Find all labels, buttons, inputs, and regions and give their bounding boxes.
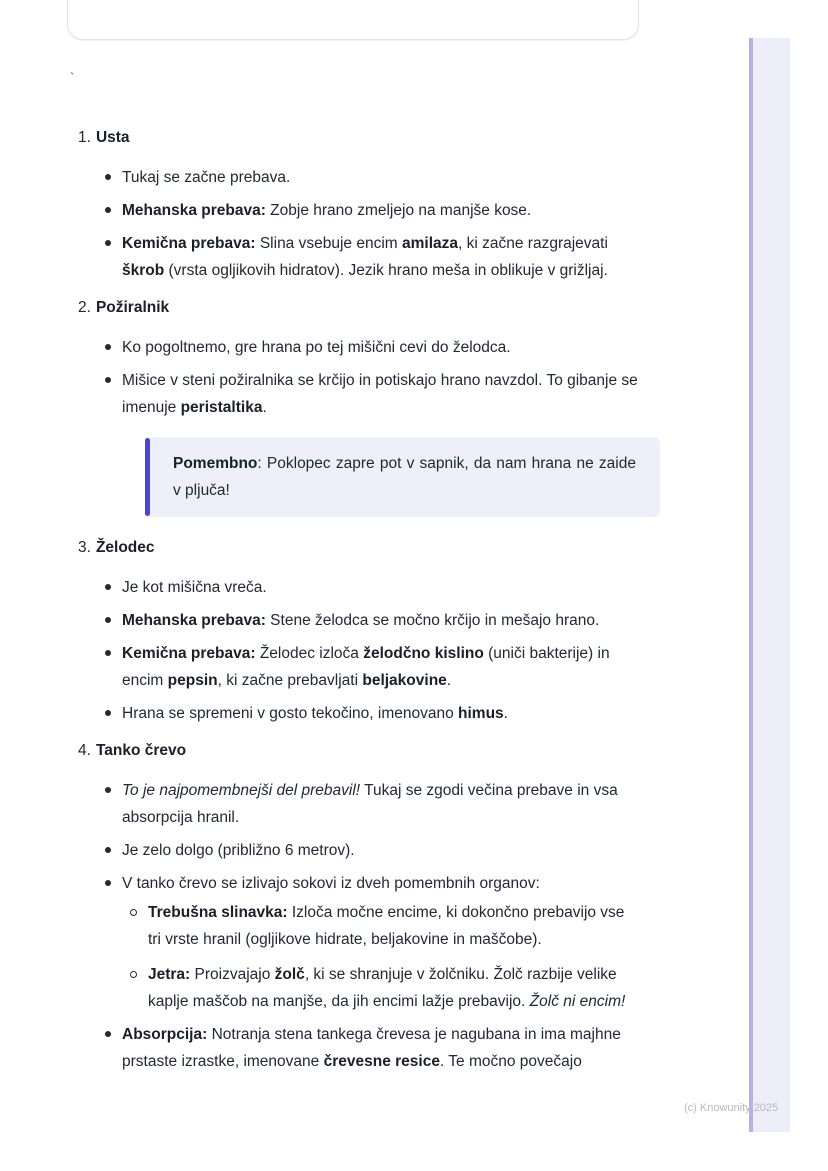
section-title bbox=[78, 124, 640, 151]
list-item-text: Hrana se spremeni v gosto tekočino, imenovano himus. bbox=[122, 705, 508, 722]
copyright-watermark: (c) Knowunity 2025 bbox=[684, 1102, 779, 1114]
section bbox=[78, 534, 640, 727]
bold-text: Absorpcija: bbox=[122, 1026, 208, 1043]
list-item bbox=[105, 837, 640, 864]
section-heading: Tanko črevo bbox=[95, 742, 187, 759]
callout-important bbox=[145, 437, 660, 517]
bold-text: amilaza bbox=[402, 235, 459, 252]
section-number: 4. bbox=[78, 742, 91, 759]
bold-text: pepsin bbox=[167, 672, 218, 689]
list-item bbox=[105, 640, 640, 694]
notes-content bbox=[78, 112, 640, 1085]
section-title bbox=[78, 534, 640, 561]
list-item-text: V tanko črevo se izlivajo sokovi iz dveh pomembnih organov: Trebušna slinavka: Izloča močne encime, ki dokončno prebavijo vse tri vrste hranil (ogljikove hidrate, beljakovine in maščobe). Jetra: Proizvajajo žolč, ki se shranjuje v žolčniku. Žolč razbije velike kaplje maščob na manjše, da jih encimi lažje prebavijo. Žolč ni encim! bbox=[122, 870, 640, 1015]
list-item-text: Tukaj se začne prebava. bbox=[122, 169, 291, 186]
bold-text: Pomembno bbox=[173, 455, 258, 472]
bullet-list bbox=[78, 777, 640, 1075]
bold-text: žolč bbox=[274, 966, 305, 983]
bold-text: Mehanska prebava: bbox=[122, 202, 266, 219]
list-item-text: Je kot mišična vreča. bbox=[122, 579, 267, 596]
list-item bbox=[105, 230, 640, 284]
bold-text: Mehanska prebava: bbox=[122, 612, 266, 629]
bullet-icon bbox=[105, 344, 111, 350]
bold-text: himus bbox=[458, 705, 504, 722]
bullet-list bbox=[78, 334, 640, 517]
list-item bbox=[105, 164, 640, 191]
list-item-text: Ko pogoltnemo, gre hrana po tej mišični cevi do želodca. bbox=[122, 339, 511, 356]
bold-text: beljakovine bbox=[362, 672, 447, 689]
list-item-text: Kemična prebava: Želodec izloča želodčno kislino (uniči bakterije) in encim pepsin, ki začne prebavljati beljakovine. bbox=[122, 645, 610, 689]
section-number: 2. bbox=[78, 299, 91, 316]
stray-backtick-mark: ` bbox=[70, 70, 75, 85]
bullet-icon bbox=[105, 787, 111, 793]
section-heading: Želodec bbox=[95, 539, 155, 556]
section-heading: Usta bbox=[95, 129, 130, 146]
bold-text: črevesne resice bbox=[323, 1053, 440, 1070]
sub-list-item bbox=[130, 961, 640, 1015]
list-item bbox=[105, 1021, 640, 1075]
list-item bbox=[105, 197, 640, 224]
bullet-icon bbox=[105, 240, 111, 246]
list-item-text: To je najpomembnejši del prebavil! Tukaj se zgodi večina prebave in vsa absorpcija hranil. bbox=[122, 782, 618, 826]
section-title bbox=[78, 737, 640, 764]
bold-text: želodčno kislino bbox=[363, 645, 484, 662]
list-item bbox=[105, 367, 640, 421]
section-number: 3. bbox=[78, 539, 91, 556]
list-item bbox=[105, 700, 640, 727]
list-item bbox=[105, 607, 640, 634]
bold-text: škrob bbox=[122, 262, 165, 279]
bullet-icon bbox=[105, 377, 111, 383]
previous-card-bottom-edge bbox=[67, 0, 639, 40]
list-item-text: Mehanska prebava: Zobje hrano zmeljejo na manjše kose. bbox=[122, 202, 532, 219]
bullet-icon bbox=[105, 847, 111, 853]
list-item-text: Mehanska prebava: Stene želodca se močno krčijo in mešajo hrano. bbox=[122, 612, 600, 629]
bullet-icon bbox=[105, 880, 111, 886]
scrollbar-track[interactable] bbox=[749, 38, 790, 1132]
bullet-icon bbox=[105, 650, 111, 656]
sub-list-item-text: Jetra: Proizvajajo žolč, ki se shranjuje v žolčniku. Žolč razbije velike kaplje maščob na manjše, da jih encimi lažje prebavijo. Žolč ni encim! bbox=[148, 966, 626, 1010]
sections bbox=[78, 124, 640, 1075]
bold-text: peristaltika bbox=[180, 399, 263, 416]
list-item-text: Kemična prebava: Slina vsebuje encim amilaza, ki začne razgrajevati škrob (vrsta ogljikovih hidratov). Jezik hrano meša in oblikuje v grižljaj. bbox=[122, 235, 608, 279]
bullet-icon bbox=[105, 207, 111, 213]
section-heading: Požiralnik bbox=[95, 299, 170, 316]
list-item-text: Mišice v steni požiralnika se krčijo in potiskajo hrano navzdol. To gibanje se imenuje peristaltika. bbox=[122, 372, 638, 416]
section bbox=[78, 124, 640, 284]
callout-container bbox=[145, 437, 640, 517]
callout-accent-bar bbox=[145, 438, 150, 516]
bullet-list bbox=[78, 574, 640, 727]
sub-list-item bbox=[130, 899, 640, 953]
list-item bbox=[105, 777, 640, 831]
bold-text: Kemična prebava: bbox=[122, 235, 256, 252]
bold-text: Jetra: bbox=[148, 966, 191, 983]
list-item-text: Je zelo dolgo (približno 6 metrov). bbox=[122, 842, 355, 859]
callout-text: Pomembno: Poklopec zapre pot v sapnik, da nam hrana ne zaide v pljuča! bbox=[173, 455, 636, 499]
bullet-icon bbox=[105, 1031, 111, 1037]
section bbox=[78, 294, 640, 517]
section bbox=[78, 737, 640, 1075]
bullet-icon bbox=[105, 174, 111, 180]
list-item bbox=[105, 574, 640, 601]
circle-bullet-icon bbox=[130, 909, 137, 916]
bold-text: Kemična prebava: bbox=[122, 645, 256, 662]
bullet-icon bbox=[105, 710, 111, 716]
bullet-icon bbox=[105, 584, 111, 590]
list-item bbox=[105, 334, 640, 361]
sub-bullet-list bbox=[122, 897, 640, 1015]
list-item bbox=[105, 870, 640, 1015]
bold-text: Trebušna slinavka: bbox=[148, 904, 288, 921]
sub-list-item-text: Trebušna slinavka: Izloča močne encime, ki dokončno prebavijo vse tri vrste hranil (ogljikove hidrate, beljakovine in maščobe). bbox=[148, 904, 625, 948]
italic-text: Žolč ni encim! bbox=[529, 993, 626, 1010]
section-title bbox=[78, 294, 640, 321]
list-item-text: Absorpcija: Notranja stena tankega črevesa je nagubana in ima majhne prstaste izrastke, imenovane črevesne resice. Te močno povečajo bbox=[122, 1026, 621, 1070]
bullet-icon bbox=[105, 617, 111, 623]
circle-bullet-icon bbox=[130, 971, 137, 978]
section-number: 1. bbox=[78, 129, 91, 146]
bullet-list bbox=[78, 164, 640, 284]
italic-text: To je najpomembnejši del prebavil! bbox=[122, 782, 361, 799]
